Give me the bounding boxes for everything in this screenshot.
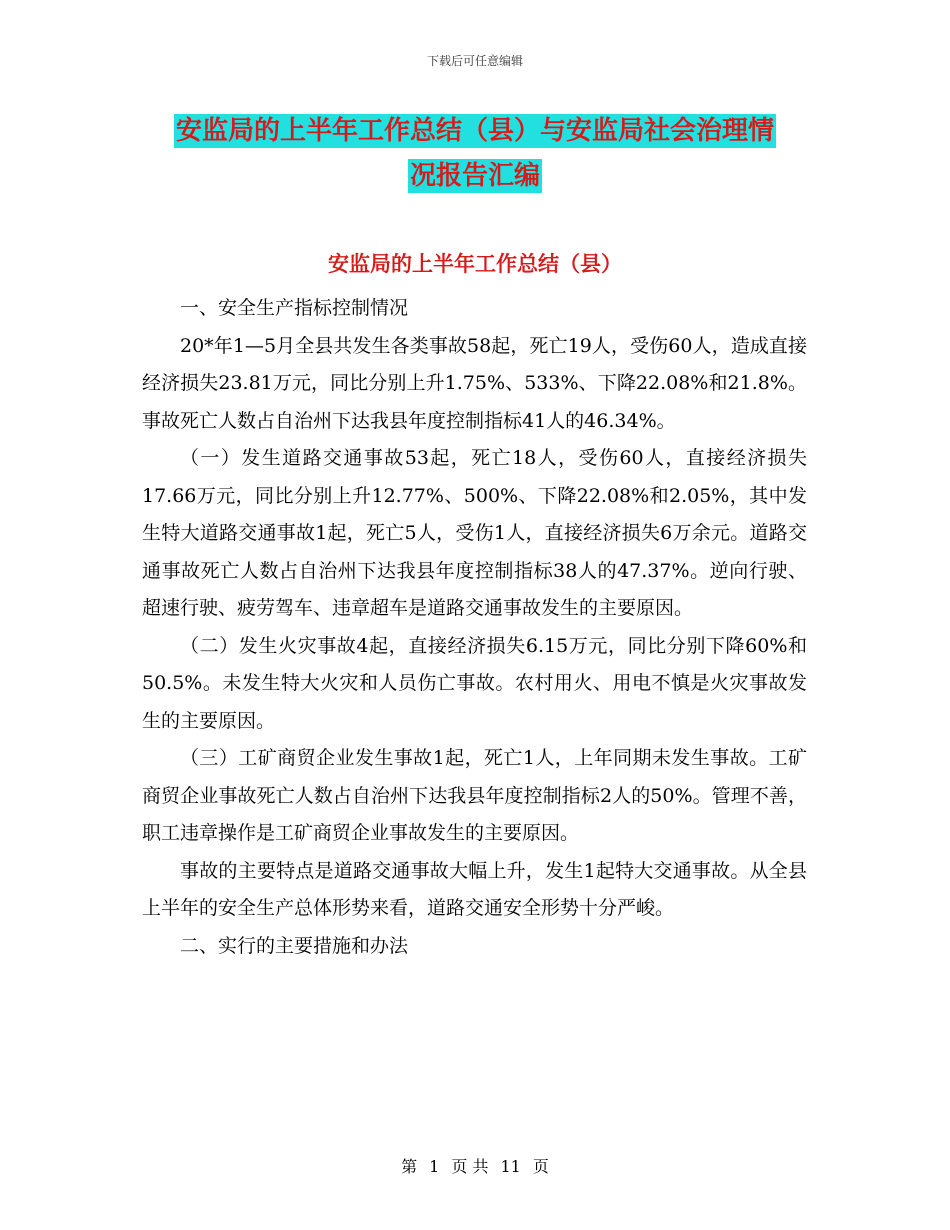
paragraph-heading-2: 二、实行的主要措施和办法 [180, 934, 409, 957]
document-title-line-2 [0, 155, 950, 192]
footer-middle: 页 共 [451, 1157, 489, 1176]
paragraph: （一）发生道路交通事故53起，死亡18人，受伤60人，直接经济损失17.66万元，同比分别上升12.77%、500%、下降22.08%和2.05%，其中发生特大道路交通事故1起，死亡5人，受伤1人，直接经济损失6万余元。道路交通事故死亡人数占自治州下达我县年度控制指标38人的47.37%。逆向行驶、超速行驶、疲劳驾车、违章超车是道路交通事故发生的主要原因。 [142, 447, 807, 619]
title-highlight-2: 况报告汇编 [409, 161, 540, 191]
paragraph-heading-1: 一、安全生产指标控制情况 [180, 297, 409, 319]
document-title-line-1 [0, 110, 950, 147]
paragraph: 20*年1—5月全县共发生各类事故58起，死亡19人，受伤60人，造成直接经济损失23.81万元，同比分别上升1.75%、533%、下降22.08%和21.8%。事故死亡人数占自治州下达我县年度控制指标41人的46.34%。 [142, 334, 807, 432]
paragraph: 事故的主要特点是道路交通事故大幅上升，发生1起特大交通事故。从全县上半年的安全生产总体形势来看，道路交通安全形势十分严峻。 [142, 859, 807, 919]
footer-total-pages: 11 [500, 1157, 521, 1176]
page-footer [0, 1154, 950, 1177]
section-title: 安监局的上半年工作总结（县） [328, 252, 622, 276]
document-body [142, 290, 807, 965]
title-highlight-1: 安监局的上半年工作总结（县）与安监局社会治理情 [175, 116, 774, 146]
paragraph: （三）工矿商贸企业发生事故1起，死亡1人，上年同期未发生事故。工矿商贸企业事故死亡人数占自治州下达我县年度控制指标2人的50%。管理不善，职工违章操作是工矿商贸企业事故发生的主要原因。 [142, 747, 807, 844]
header-note: 下载后可任意编辑 [426, 54, 523, 68]
footer-prefix: 第 [401, 1157, 418, 1176]
paragraph: （二）发生火灾事故4起，直接经济损失6.15万元，同比分别下降60%和50.5%。未发生特大火灾和人员伤亡事故。农村用火、用电不慎是火灾事故发生的主要原因。 [142, 634, 807, 732]
footer-suffix: 页 [532, 1157, 549, 1176]
footer-page-number: 1 [429, 1157, 440, 1176]
